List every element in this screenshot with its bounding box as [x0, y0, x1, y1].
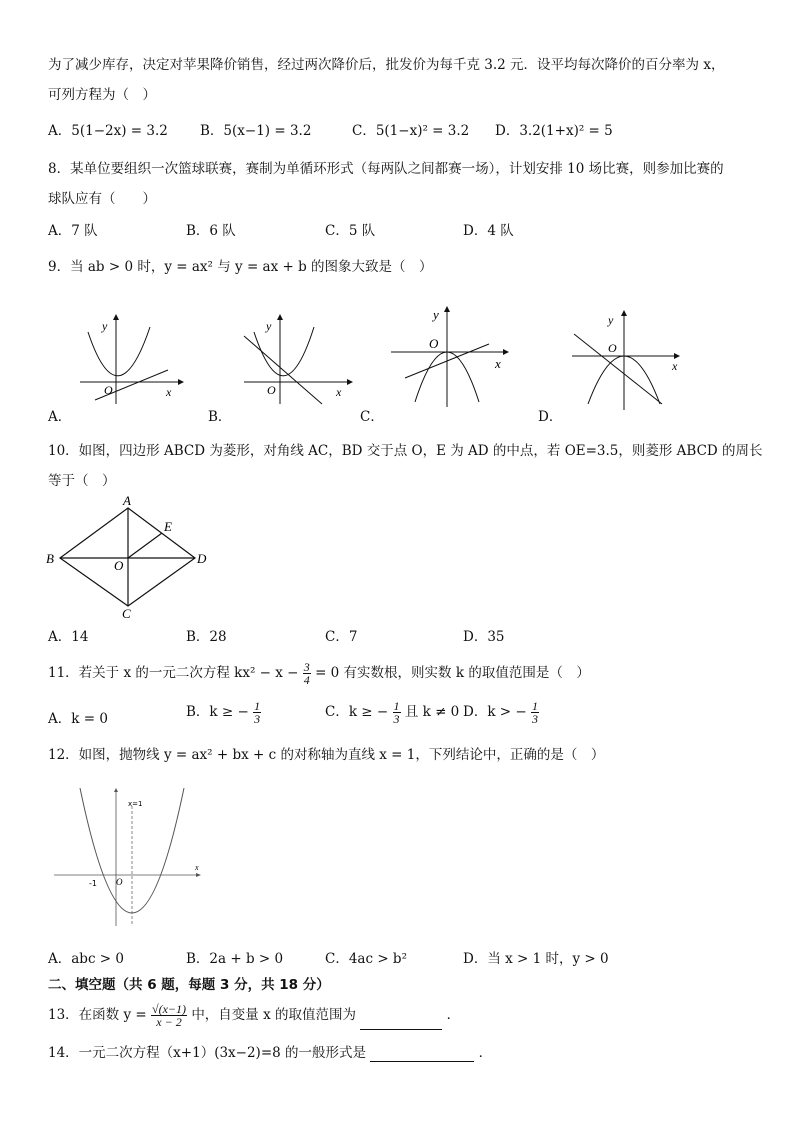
q9a-x-label: x [166, 385, 172, 399]
q8-option-c: C．5 队 [325, 223, 376, 239]
q9d-x-label: x [672, 359, 678, 373]
q11-option-d [463, 700, 539, 725]
q9-option-b: B． [208, 409, 232, 425]
q9-option-c: C． [360, 409, 384, 425]
q13-answer-blank[interactable] [360, 1015, 442, 1030]
q12-option-d: D．当 x > 1 时，y > 0 [463, 951, 609, 967]
section-heading-fill-in: 二、填空题（共 6 题，每题 3 分，共 18 分） [48, 977, 330, 993]
q7-stem-line1: 为了减少库存，决定对苹果降价销售，经过两次降价后，批发价为每千克 3.2 元．设平均每次降价的百分率为 x， [48, 57, 725, 73]
rhombus-label-a: A [123, 493, 131, 508]
q13-fraction [151, 1003, 187, 1028]
q9-graph-a [70, 312, 190, 412]
q11-option-c-suffix: 且 k ≠ 0 [404, 704, 460, 720]
q9c-origin-label: O [429, 336, 439, 351]
q11-option-a: A．k = 0 [48, 711, 108, 727]
rhombus-label-c: C [122, 606, 131, 621]
parabola-x-label: x [195, 863, 199, 872]
q9b-origin-label: O [267, 383, 276, 397]
q13-frac-den: x − 2 [156, 1015, 182, 1029]
q8-stem-line2: 球队应有（ ） [48, 191, 156, 207]
q11-frac-num: 3 [303, 660, 310, 674]
q11-stem-suffix: = 0 有实数根，则实数 k 的取值范围是（ ） [315, 665, 590, 681]
q10-option-c: C．7 [325, 629, 358, 645]
q10-option-a: A．14 [48, 629, 89, 645]
q11-option-c-den: 3 [393, 712, 400, 726]
q8-option-d: D．4 队 [463, 223, 514, 239]
q12-option-c: C．4ac > b² [325, 951, 407, 967]
parabola-figure [50, 788, 210, 928]
q11-option-c [325, 700, 459, 725]
q14-text: 14．一元二次方程（x+1）(3x−2)=8 的一般形式是 [48, 1045, 367, 1061]
q9a-y-label: y [102, 319, 108, 333]
q9c-y-label: y [433, 307, 439, 322]
q8-stem-line1: 8．某单位要组织一次篮球联赛，赛制为单循环形式（每两队之间都赛一场），计划安排 10 场比赛，则参加比赛的 [48, 161, 724, 177]
q10-stem-line2: 等于（ ） [48, 473, 116, 489]
parabola-neg-one-label: -1 [89, 879, 97, 888]
q11-option-b [186, 700, 261, 725]
q9-graph-d [566, 306, 696, 412]
q9d-y-label: y [608, 313, 614, 327]
q7-option-d: D．3.2(1+x)² = 5 [495, 123, 613, 139]
q13-end: ． [446, 1007, 461, 1023]
q11-stem [48, 660, 590, 686]
q10-stem-line1: 10．如图，四边形 ABCD 为菱形，对角线 AC，BD 交于点 O，E 为 AD 的中点，若 OE=3.5，则菱形 ABCD 的周长 [48, 443, 763, 459]
q13-prefix: 13．在函数 y = [48, 1007, 147, 1023]
q9-option-d: D． [538, 409, 563, 425]
q7-option-b: B．5(x−1) = 3.2 [200, 123, 312, 139]
q11-option-b-text: B．k ≥ − [186, 704, 249, 720]
rhombus-label-b: B [46, 551, 54, 566]
q11-option-d-den: 3 [532, 712, 539, 726]
q12-stem: 12．如图，抛物线 y = ax² + bx + c 的对称轴为直线 x = 1，下列结论中，正确的是（ ） [48, 747, 605, 763]
q9c-x-label: x [495, 356, 501, 371]
q13-stem [48, 1000, 460, 1030]
q9a-origin-label: O [104, 383, 113, 397]
q9-graph-c [385, 302, 525, 412]
q11-option-c-text: C．k ≥ − [325, 704, 389, 720]
rhombus-figure [40, 494, 220, 619]
q11-option-c-frac [393, 700, 401, 725]
q12-option-a: A．abc > 0 [48, 951, 124, 967]
q8-option-a: A．7 队 [48, 223, 98, 239]
q13-suffix: 中，自变量 x 的取值范围为 [191, 1007, 357, 1023]
rhombus-label-d: D [197, 551, 207, 566]
q11-frac-den: 4 [303, 673, 310, 687]
q11-stem-prefix: 11．若关于 x 的一元二次方程 kx² − x − [48, 665, 299, 681]
q9-option-a: A． [48, 409, 72, 425]
q14-end: ． [478, 1045, 493, 1061]
q9b-x-label: x [336, 385, 342, 399]
q11-option-b-num: 1 [254, 699, 261, 713]
rhombus-label-e: E [164, 519, 172, 534]
q11-option-d-num: 1 [532, 699, 539, 713]
parabola-origin-label: O [116, 877, 123, 887]
rhombus-label-o: O [114, 558, 124, 573]
q9-graph-b [232, 312, 362, 412]
q11-option-b-den: 3 [254, 712, 261, 726]
q9-stem: 9．当 ab > 0 时，y = ax² 与 y = ax + b 的图象大致是（ ） [48, 259, 433, 275]
q7-option-c: C．5(1−x)² = 3.2 [352, 123, 470, 139]
q9d-origin-label: O [608, 341, 617, 355]
q14-stem [48, 1044, 492, 1062]
q7-option-a: A．5(1−2x) = 3.2 [48, 123, 168, 139]
q13-frac-num: √(x−1) [152, 1002, 187, 1016]
q11-fraction [303, 661, 311, 686]
q11-option-c-num: 1 [393, 699, 400, 713]
q8-option-b: B．6 队 [186, 223, 236, 239]
q9b-y-label: y [266, 319, 272, 333]
q12-option-b: B．2a + b > 0 [186, 951, 284, 967]
q10-option-d: D．35 [463, 629, 505, 645]
parabola-axis-label: x=1 [128, 800, 143, 808]
q11-option-d-text: D．k > − [463, 704, 527, 720]
q11-option-b-frac [253, 700, 261, 725]
q14-answer-blank[interactable] [370, 1047, 474, 1062]
q10-option-b: B．28 [186, 629, 227, 645]
q11-option-d-frac [531, 700, 539, 725]
q7-stem-line2: 可列方程为（ ） [48, 87, 156, 103]
